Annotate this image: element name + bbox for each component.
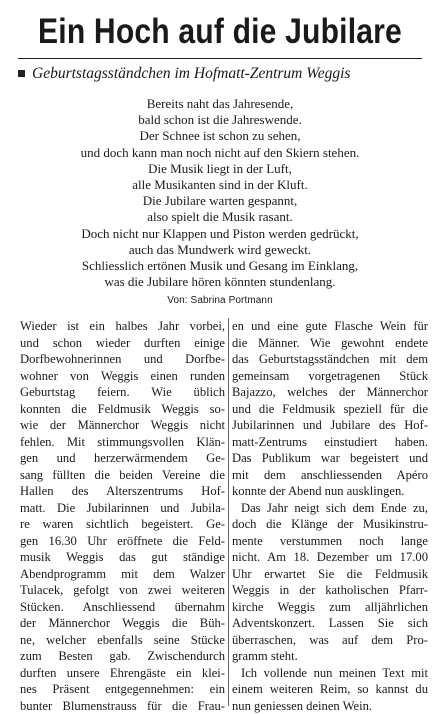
body-line: gen 16.30 Uhr eröffnete die Feld- bbox=[20, 533, 225, 550]
poem-line: Die Musik liegt in der Luft, bbox=[0, 161, 440, 177]
body-line: Geburtstag feiern. Wie üblich bbox=[20, 384, 225, 401]
body-line: Ich vollende nun meinen Text mit bbox=[232, 665, 428, 682]
body-line: Bajazzo, welches der Männerchor bbox=[232, 384, 428, 401]
body-line: wie der Männerchor Weggis nicht bbox=[20, 417, 225, 434]
article-subheadline bbox=[18, 64, 428, 84]
body-line: die Männer. Wie gewohnt endete bbox=[232, 335, 428, 352]
poem-line: auch das Mundwerk wird geweckt. bbox=[0, 242, 440, 258]
body-column-right bbox=[232, 318, 428, 714]
poem-line: Der Schnee ist schon zu sehen, bbox=[0, 128, 440, 144]
body-line: zum Besten gab. Zwischendurch bbox=[20, 648, 225, 665]
body-line: bunter Blumenstrauss für die Frau- bbox=[20, 698, 225, 714]
body-line: Hallen des Alterszentrums Hof- bbox=[20, 483, 225, 500]
author-byline: Von: Sabrina Portmann bbox=[0, 295, 440, 306]
body-line: re waren sichtlich begeistert. Ge- bbox=[20, 516, 225, 533]
headline-rule bbox=[18, 58, 422, 59]
body-line: mente verstummen noch lange bbox=[232, 533, 428, 550]
body-line: matt-Zentrums einstudiert haben. bbox=[232, 434, 428, 451]
body-line: Das Publikum war begeistert und bbox=[232, 450, 428, 467]
body-line: das Geburtstagsständchen mit dem bbox=[232, 351, 428, 368]
body-line: ne, welcher ebenfalls seine Stücke bbox=[20, 632, 225, 649]
poem-line: Bereits naht das Jahresende, bbox=[0, 96, 440, 112]
body-line: Das Jahr neigt sich dem Ende zu, bbox=[232, 500, 428, 517]
poem-line: alle Musikanten sind in der Kluft. bbox=[0, 177, 440, 193]
body-line: sang füllten die beiden Vereine die bbox=[20, 467, 225, 484]
poem-line: also spielt die Musik rasant. bbox=[0, 209, 440, 225]
body-line: kirche Weggis zum alljährlichen bbox=[232, 599, 428, 616]
body-line: Wieder ist ein halbes Jahr vorbei, bbox=[20, 318, 225, 335]
body-line: durften unsere Ehrengäste ein klei- bbox=[20, 665, 225, 682]
body-line: doch die Klänge der Musikinstru- bbox=[232, 516, 428, 533]
poem-line: bald schon ist die Jahreswende. bbox=[0, 112, 440, 128]
body-line: gemeinsam vorgetragenen Stück bbox=[232, 368, 428, 385]
body-line: konnte der Abend nun ausklingen. bbox=[232, 483, 428, 500]
subheadline-text: Geburtstagsständchen im Hofmatt-Zentrum Weggis bbox=[32, 65, 350, 82]
body-line: der Männerchor Weggis die Büh- bbox=[20, 615, 225, 632]
body-line: matt. Die Jubilarinnen und Jubila- bbox=[20, 500, 225, 517]
square-bullet-icon bbox=[18, 70, 25, 77]
body-line: wohner von Weggis einen runden bbox=[20, 368, 225, 385]
body-line: einem weiteren Reim, so kannst du bbox=[232, 681, 428, 698]
article-headline: Ein Hoch auf die Jubilare bbox=[31, 10, 409, 54]
poem-line: was die Jubilare hören könnten stundenlang. bbox=[0, 274, 440, 290]
body-line: nes Präsent entgegennehmen: ein bbox=[20, 681, 225, 698]
body-line: konnten die Feldmusik Weggis so- bbox=[20, 401, 225, 418]
body-line: musik Weggis das gut ständige bbox=[20, 549, 225, 566]
body-line: Adventskonzert. Lassen Sie sich bbox=[232, 615, 428, 632]
body-line: Jubilarinnen und Jubilare des Hof- bbox=[232, 417, 428, 434]
body-line: Uhr erwartet Sie die Feldmusik bbox=[232, 566, 428, 583]
body-line: Weggis in der katholischen Pfarr- bbox=[232, 582, 428, 599]
body-column-left bbox=[20, 318, 225, 714]
body-line: en und eine gute Flasche Wein für bbox=[232, 318, 428, 335]
body-line: nicht. Am 18. Dezember um 17.00 bbox=[232, 549, 428, 566]
body-line: und die Feldmusik speziell für die bbox=[232, 401, 428, 418]
body-line: Abendprogramm mit dem Walzer bbox=[20, 566, 225, 583]
body-line: fehlen. Mit stimmungsvollen Klän- bbox=[20, 434, 225, 451]
poem-line: und doch kann man noch nicht auf den Skiern stehen. bbox=[0, 145, 440, 161]
body-line: Stücken. Anschliessend übernahm bbox=[20, 599, 225, 616]
poem-block bbox=[0, 96, 440, 290]
body-line: gen und herzerwärmendem Ge- bbox=[20, 450, 225, 467]
body-line: Tulacek, gefolgt von zwei weiteren bbox=[20, 582, 225, 599]
body-line: Dorfbewohnerinnen und Dorfbe- bbox=[20, 351, 225, 368]
column-divider bbox=[228, 318, 229, 706]
poem-line: Schliesslich ertönen Musik und Gesang im Einklang, bbox=[0, 258, 440, 274]
body-line: mit dem anschliessenden Apéro bbox=[232, 467, 428, 484]
body-line: und schon wieder durften einige bbox=[20, 335, 225, 352]
body-line: nun geniessen deinen Wein. bbox=[232, 698, 428, 714]
body-line: gramm steht. bbox=[232, 648, 428, 665]
body-line: überraschen, was auf dem Pro- bbox=[232, 632, 428, 649]
poem-line: Die Jubilare warten gespannt, bbox=[0, 193, 440, 209]
poem-line: Doch nicht nur Klappen und Piston werden gedrückt, bbox=[0, 226, 440, 242]
